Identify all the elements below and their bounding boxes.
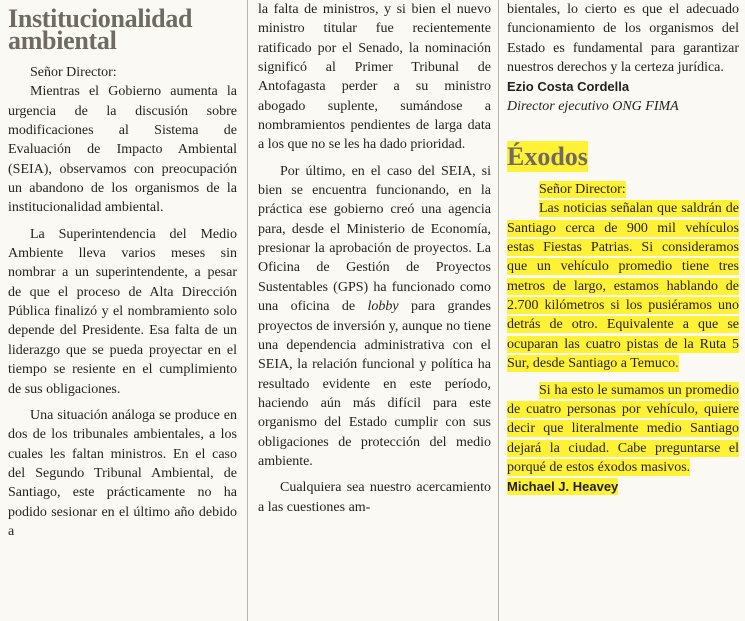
paragraph-text: para grandes proyectos de inversión y, aunque no tiene una dependencia administrativa con el SEIA, la relación funcional y política ha resultado evidente en este período, haciendo aún más difícil para este organismo del Estado cumplir con sus obligaciones de protección del medio ambiente. [258, 299, 491, 469]
paragraph [507, 199, 739, 373]
paragraph: La Superintendencia del Medio Ambiente lleva varios meses sin nombrar a un superintendente, a pesar de que el proceso de Alta Dirección Pública finalizó y el nombramiento solo depende del Presidente. Esa falta de un liderazgo que se pueda proyectar en el tiempo se resiente en el cumplimiento de sus obligaciones. [8, 226, 237, 397]
highlighted-text: Las noticias señalan que saldrán de Santiago cerca de 900 mil vehículos estas Fiestas Patrias. Si consideramos que un vehículo promedio tiene tres metros de largo, estamos hablando de 2.700 kilómetros si los pusiéramos uno detrás de otro. Equivalente a que se ocuparan las cuatro pistas de la Ruta 5 Sur, desde Santiago a Temuco. [507, 201, 739, 372]
paragraph-text: Por último, en el caso del SEIA, si bien se encuentra funcionando, en la práctica ese gobierno creó una agencia para, desde el Ministerio de Economía, presionar la aprobación de proyectos. La Oficina de Gestión de Proyectos Sustentables (GPS) ha funcionado como una oficina de [258, 163, 491, 315]
column-divider [498, 0, 499, 621]
paragraph: Cualquiera sea nuestro acercamiento a las cuestiones am- [258, 480, 491, 515]
salutation: Señor Director: [30, 65, 117, 80]
column-3 [507, 0, 739, 497]
highlighted-text: Si ha esto le sumamos un promedio de cuatro personas por vehículo, quiere decir que literalmente medio Santiago dejará la ciudad. Cabe preguntarse el porqué de estos éxodos masivos. [507, 382, 739, 475]
letter-title-line: ambiental [8, 26, 117, 55]
italic-word: lobby [367, 299, 399, 315]
salutation [507, 180, 739, 199]
paragraph: la falta de ministros, y si bien el nuevo ministro titular fue recientemente ratificado por el Senado, la nominación significó al Primer Tribunal de Antofagasta perder a su ministro abogado suplente, sumándose a nombramientos pendientes de larga data a los que no se les ha dado prioridad. [258, 2, 491, 153]
signature-title: Director ejecutivo ONG FIMA [507, 98, 679, 114]
column-divider [247, 0, 248, 621]
column-2 [258, 0, 491, 517]
signature: Ezio Costa Cordella [507, 79, 630, 95]
paragraph: Mientras el Gobierno aumenta la urgencia de la discusión sobre modificaciones al Sistema de Evaluación de Impacto Ambiental (SEIA), observamos con preocupación un abandono de los organismos de la institucionalidad ambiental. [8, 84, 237, 216]
column-1 [8, 0, 237, 541]
letter-title-line: Institucionalidad [8, 4, 193, 33]
letter-title [507, 142, 739, 172]
highlighted-text: Señor Director: [539, 182, 626, 198]
paragraph [258, 162, 491, 472]
signature [507, 477, 739, 496]
highlighted-title: Éxodos [507, 142, 588, 172]
paragraph [507, 381, 739, 478]
paragraph: Una situación análoga se produce en dos de los tribunales ambientales, a los cuales les faltan ministros. En el caso del Segundo Tribunal Ambiental, de Santiago, este prácticamente no ha podido sesionar en el último año debido a [8, 407, 237, 539]
letter-title [8, 0, 237, 55]
paragraph: bientales, lo cierto es que el adecuado funcionamiento de los organismos del Estado es fundamental para garantizar nuestros derechos y la certeza jurídica. [507, 2, 739, 76]
highlighted-text: Michael J. Heavey [507, 479, 619, 495]
